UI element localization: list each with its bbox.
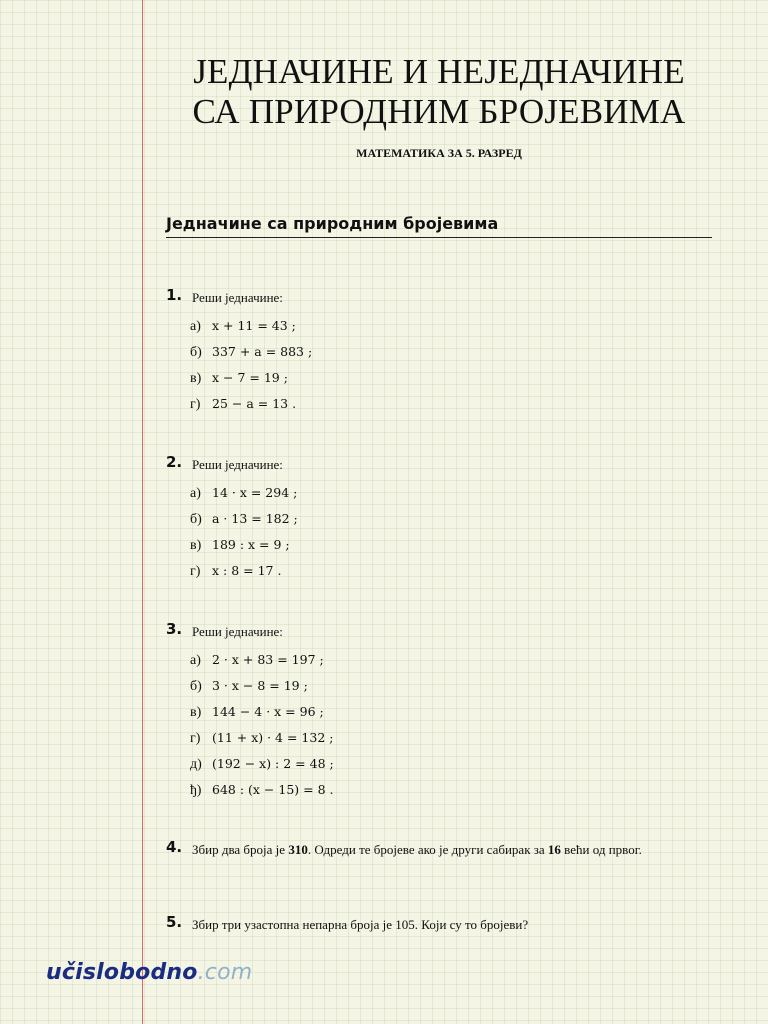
equation: x + 11 = 43 ;	[212, 318, 296, 333]
item-label: д)	[190, 757, 202, 772]
title-line-1: ЈЕДНАЧИНЕ И НЕЈЕДНАЧИНЕ	[193, 52, 685, 91]
list-item	[190, 370, 312, 396]
equation: (192 − x) : 2 = 48 ;	[212, 756, 334, 771]
list-item	[190, 652, 334, 678]
item-label: а)	[190, 653, 201, 668]
equation: 144 − 4 · x = 96 ;	[212, 704, 324, 719]
task-number: 5.	[166, 913, 183, 931]
equation: x : 8 = 17 .	[212, 563, 282, 578]
equation-list	[190, 485, 298, 589]
task-text-part: Збир два броја је	[192, 842, 289, 857]
equation: 3 · x − 8 = 19 ;	[212, 678, 308, 693]
task-number: 4.	[166, 838, 183, 856]
page-title	[150, 52, 728, 132]
equation: (11 + x) · 4 = 132 ;	[212, 730, 334, 745]
list-item	[190, 396, 312, 422]
item-label: в)	[190, 538, 202, 553]
equation: 189 : x = 9 ;	[212, 537, 290, 552]
subtitle: МАТЕМАТИКА ЗА 5. РАЗРЕД	[356, 146, 522, 160]
logo-suffix: .com	[197, 960, 253, 985]
list-item	[190, 704, 334, 730]
task-number: 2.	[166, 453, 183, 471]
task-text-part: . Одреди те бројеве ако је други сабирак за	[307, 842, 548, 857]
task-text-part: већи од првог.	[560, 842, 642, 857]
item-label: в)	[190, 705, 202, 720]
task-number-value: 310	[288, 842, 308, 857]
list-item	[190, 756, 334, 782]
list-item	[190, 511, 298, 537]
item-label: а)	[190, 486, 201, 501]
item-label: г)	[190, 564, 201, 579]
item-label: в)	[190, 371, 202, 386]
list-item	[190, 782, 334, 808]
task-number: 3.	[166, 620, 183, 638]
list-item	[190, 730, 334, 756]
equation: 14 · x = 294 ;	[212, 485, 298, 500]
equation: 25 − a = 13 .	[212, 396, 297, 411]
title-line-2: СА ПРИРОДНИМ БРОЈЕВИМА	[192, 92, 686, 131]
task-number-value: 16	[547, 842, 561, 857]
item-label: г)	[190, 397, 201, 412]
list-item	[190, 678, 334, 704]
task-number: 1.	[166, 286, 183, 304]
equation-list	[190, 318, 312, 422]
task-text	[192, 840, 712, 860]
item-label: б)	[190, 512, 202, 527]
list-item	[190, 563, 298, 589]
list-item	[190, 537, 298, 563]
site-logo	[46, 960, 252, 985]
item-label: а)	[190, 319, 201, 334]
task-instruction: Реши једначине:	[192, 290, 283, 305]
task-text: Збир три узастопна непарна броја је 105. Који су то бројеви?	[192, 917, 529, 932]
logo-main: učislobodno	[46, 960, 198, 985]
equation: a · 13 = 182 ;	[212, 511, 298, 526]
list-item	[190, 485, 298, 511]
item-label: г)	[190, 731, 201, 746]
equation: x − 7 = 19 ;	[212, 370, 288, 385]
equation: 648 : (x − 15) = 8 .	[212, 782, 334, 797]
item-label: б)	[190, 679, 202, 694]
equation-list	[190, 652, 334, 808]
equation: 2 · x + 83 = 197 ;	[212, 652, 324, 667]
item-label: б)	[190, 345, 202, 360]
margin-line	[142, 0, 143, 1024]
list-item	[190, 344, 312, 370]
list-item	[190, 318, 312, 344]
task-instruction: Реши једначине:	[192, 457, 283, 472]
task-instruction: Реши једначине:	[192, 624, 283, 639]
section-heading: Једначине са природним бројевима	[166, 214, 712, 238]
item-label: ђ)	[190, 783, 202, 798]
equation: 337 + a = 883 ;	[212, 344, 313, 359]
